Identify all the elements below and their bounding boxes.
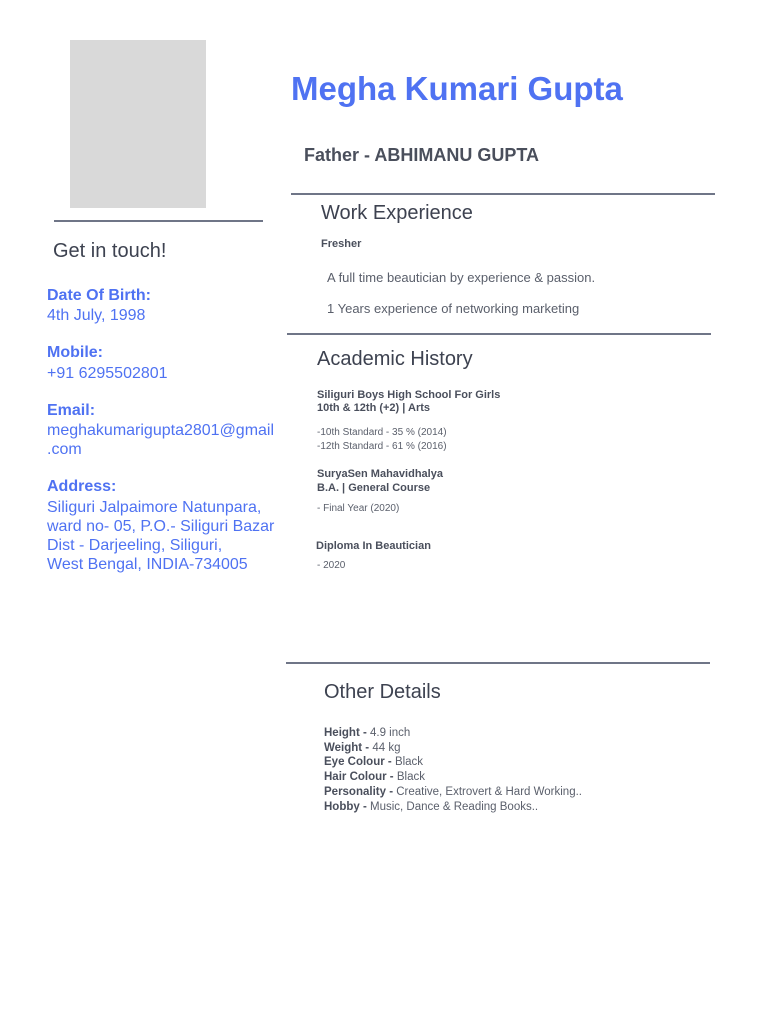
address-line: Dist - Darjeeling, Siliguri, [47,537,223,554]
other-details-list [324,726,582,814]
profile-photo-placeholder [70,40,206,208]
detail-row [324,800,582,815]
academic-heading: Academic History [317,348,473,370]
email-value-line2: .com [47,441,82,458]
detail-row [324,770,582,785]
detail-label: Hair Colour - [324,771,397,784]
dob-value: 4th July, 1998 [47,307,146,324]
detail-label: Weight - [324,741,373,754]
left-divider [54,220,263,222]
detail-label: Personality - [324,785,397,798]
work-item: A full time beautician by experience & passion. [327,270,596,285]
detail-value: Creative, Extrovert & Hard Working.. [396,785,582,798]
school-name: SuryaSen Mahavidhalya [317,468,443,480]
academic-detail: - 2020 [317,560,346,571]
mobile-label: Mobile: [47,344,103,361]
detail-row [324,726,582,741]
detail-value: Music, Dance & Reading Books.. [370,800,539,813]
email-label: Email: [47,402,96,419]
address-line: Siliguri Jalpaimore Natunpara, [47,499,262,516]
detail-label: Eye Colour - [324,756,395,769]
detail-value: 44 kg [372,741,401,754]
header-divider [291,193,715,195]
detail-row [324,785,582,800]
academic-detail: -10th Standard - 35 % (2014) [317,427,447,438]
address-line: West Bengal, INDIA-734005 [47,556,248,573]
other-heading: Other Details [324,681,441,703]
work-divider [287,333,711,335]
address-line: ward no- 05, P.O.- Siliguri Bazar [47,518,275,535]
email-value-line1: meghakumarigupta2801@gmail [47,422,275,439]
detail-value: Black [394,756,424,769]
academic-divider [286,662,710,664]
detail-label: Height - [324,727,370,739]
academic-detail: - Final Year (2020) [317,503,400,514]
candidate-name: Megha Kumari Gupta [291,70,623,107]
mobile-value: +91 6295502801 [47,365,168,382]
detail-row [324,741,582,756]
school-name: Diploma In Beautician [316,540,431,552]
detail-value: Black [396,771,425,784]
academic-detail: -12th Standard - 61 % (2016) [317,441,447,452]
detail-label: Hobby - [324,800,370,813]
detail-row [324,755,582,770]
address-label: Address: [47,478,117,495]
father-name: Father - ABHIMANU GUPTA [304,145,539,165]
school-name: Siliguri Boys High School For Girls [317,389,501,401]
work-heading: Work Experience [321,202,473,224]
contact-heading: Get in touch! [53,240,167,262]
course-name: B.A. | General Course [317,482,431,494]
course-name: 10th & 12th (+2) | Arts [317,402,431,414]
dob-label: Date Of Birth: [47,287,151,304]
work-item: 1 Years experience of networking marketing [327,301,580,316]
work-subtitle: Fresher [321,238,362,250]
detail-value: 4.9 inch [370,727,411,739]
